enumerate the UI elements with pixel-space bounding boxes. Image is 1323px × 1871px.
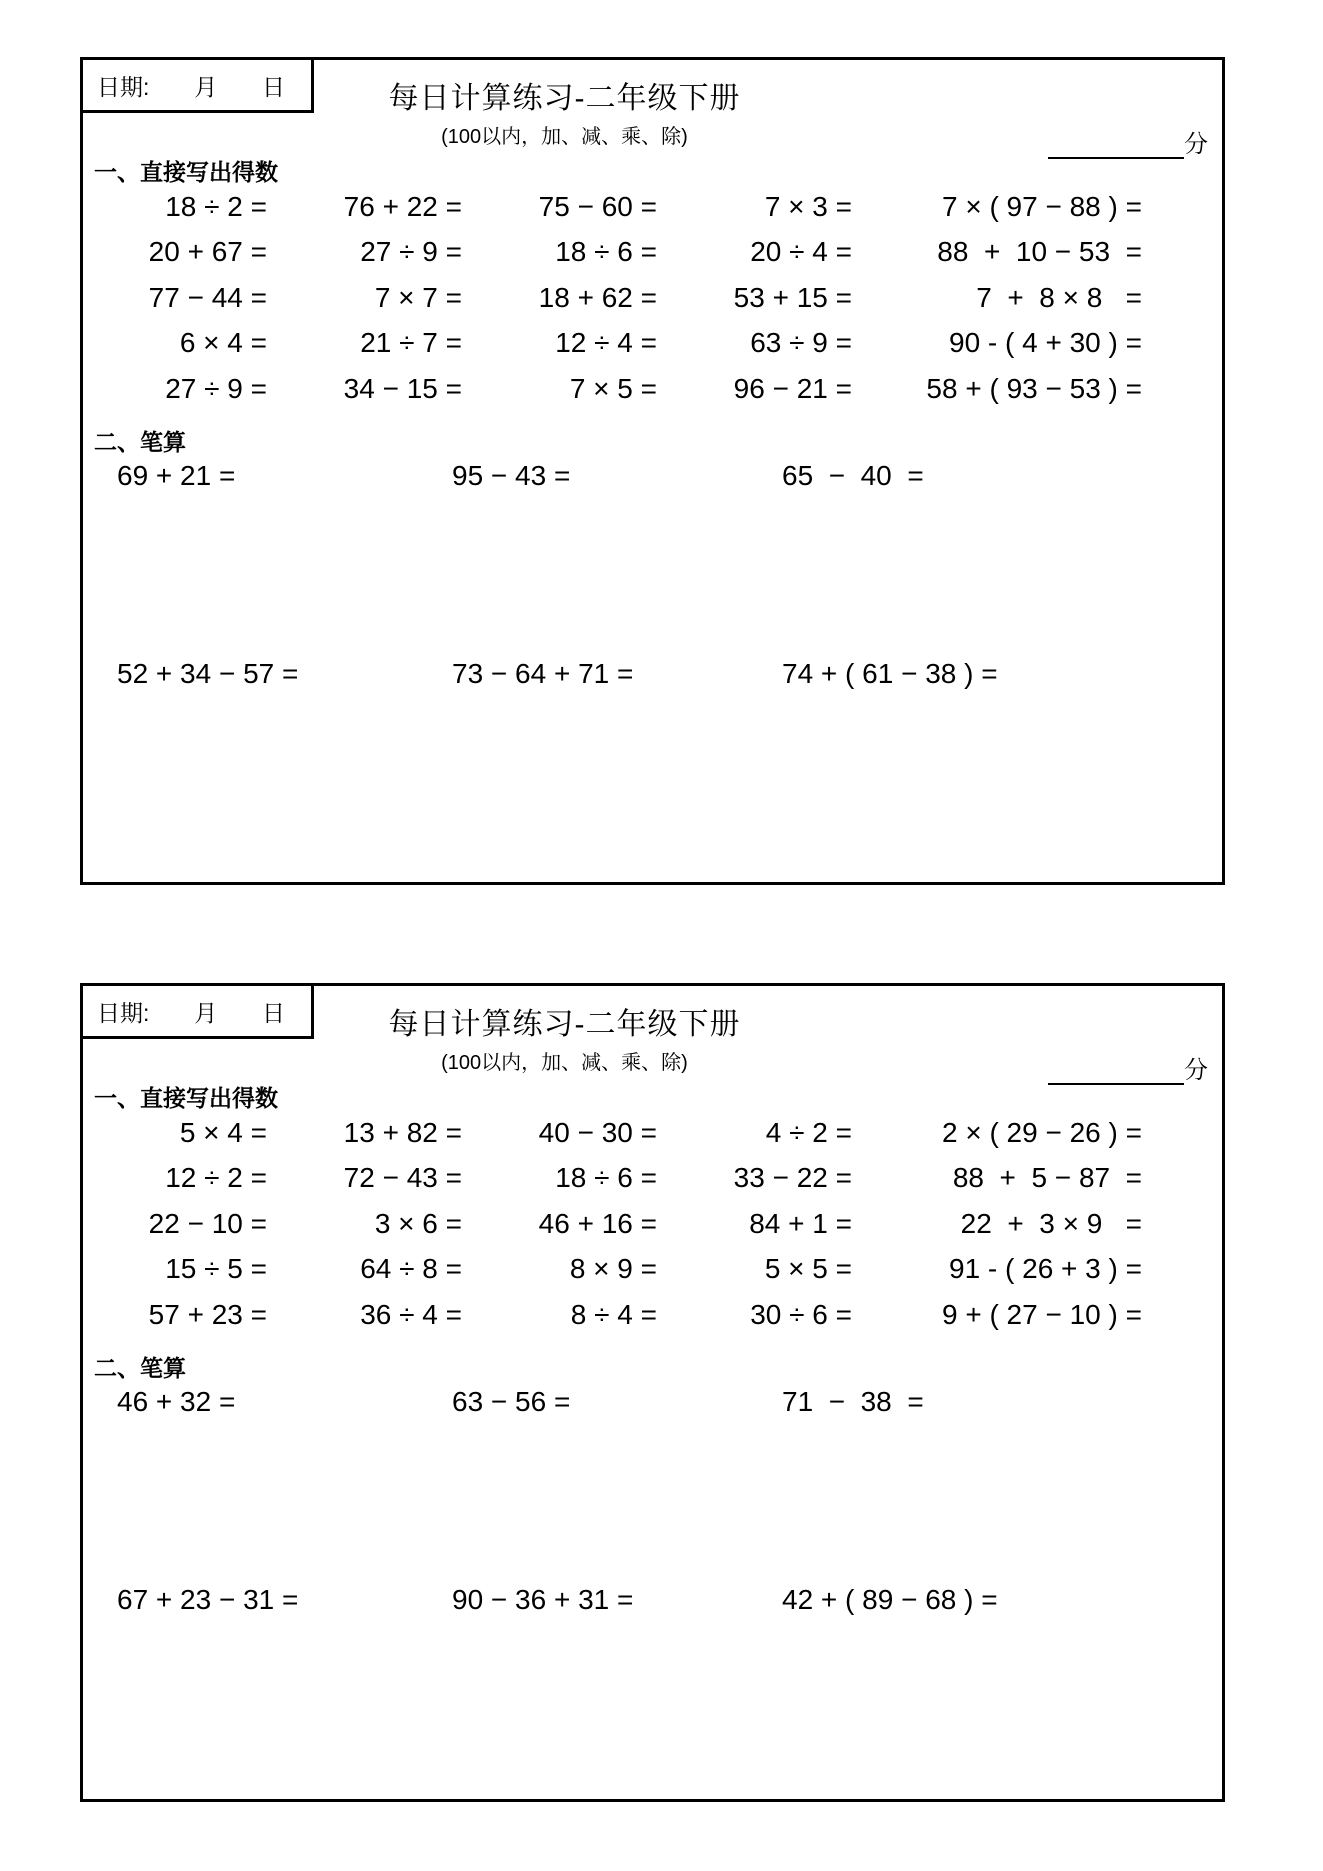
oral-problem: 7 × 5 =: [569, 372, 657, 404]
oral-problem: 18 ÷ 2 =: [165, 190, 267, 222]
oral-problem: 7 × 7 =: [374, 281, 462, 313]
written-problem: 69 + 21 =: [117, 460, 236, 491]
oral-problem: 58 + ( 93 − 53 ) =: [926, 372, 1142, 404]
date-label: 日期:: [97, 999, 150, 1026]
oral-problem: 76 + 22 =: [343, 190, 462, 222]
oral-problem: 64 ÷ 8 =: [360, 1253, 462, 1285]
oral-problem: 75 − 60 =: [538, 190, 657, 222]
oral-problem: 63 ÷ 9 =: [750, 327, 852, 359]
oral-problem: 18 ÷ 6 =: [555, 1162, 657, 1194]
written-problem: 74 + ( 61 − 38 ) =: [782, 658, 998, 689]
written-problem: 65 − 40 =: [782, 460, 924, 491]
worksheet-panel-1: [80, 57, 1225, 885]
oral-problem: 30 ÷ 6 =: [750, 1298, 852, 1330]
oral-problem: 15 ÷ 5 =: [165, 1253, 267, 1285]
written-problems-row: [117, 460, 1187, 492]
oral-problem: 5 × 5 =: [764, 1253, 852, 1285]
oral-problem: 91 - ( 26 + 3 ) =: [949, 1253, 1142, 1285]
oral-problem: 6 × 4 =: [179, 327, 267, 359]
written-problem: 52 + 34 − 57 =: [117, 658, 299, 689]
oral-problem: 57 + 23 =: [148, 1298, 267, 1330]
oral-problem: 53 + 15 =: [733, 281, 852, 313]
day-label: 日: [261, 73, 285, 100]
score-blank-line: [1048, 131, 1184, 159]
oral-problem: 20 ÷ 4 =: [750, 236, 852, 268]
worksheet-subtitle: (100以内，加、减、乘、除): [441, 126, 688, 148]
oral-problem: 8 ÷ 4 =: [570, 1298, 657, 1330]
worksheet-panel-2: [80, 983, 1225, 1802]
month-label: 月: [194, 999, 218, 1026]
score-unit-label: 分: [1184, 1057, 1208, 1084]
oral-problem: 27 ÷ 9 =: [165, 372, 267, 404]
month-label: 月: [194, 73, 218, 100]
oral-problem: 40 − 30 =: [538, 1116, 657, 1148]
oral-problem: 8 × 9 =: [569, 1253, 657, 1285]
oral-problem: 3 × 6 =: [374, 1207, 462, 1239]
oral-problem: 18 ÷ 6 =: [555, 236, 657, 268]
oral-problem: 77 − 44 =: [148, 281, 267, 313]
oral-problem: 2 × ( 29 − 26 ) =: [941, 1116, 1142, 1148]
written-problem: 73 − 64 + 71 =: [452, 658, 634, 689]
oral-problem: 18 + 62 =: [538, 281, 657, 313]
oral-problem: 90 - ( 4 + 30 ) =: [949, 327, 1142, 359]
oral-problem: 96 − 21 =: [733, 372, 852, 404]
section-written-title: 二、笔算: [94, 1355, 186, 1381]
worksheet-title: 每日计算练习-二年级下册: [388, 82, 741, 115]
oral-problem: 7 × ( 97 − 88 ) =: [941, 190, 1142, 222]
oral-problem: 20 + 67 =: [148, 236, 267, 268]
oral-problem: 5 × 4 =: [179, 1116, 267, 1148]
oral-problem: 84 + 1 =: [749, 1207, 852, 1239]
oral-problems-grid: [117, 184, 1142, 412]
written-problem: 90 − 36 + 31 =: [452, 1584, 634, 1615]
section-oral-title: 一、直接写出得数: [94, 159, 278, 185]
oral-problem: 22 + 3 × 9 =: [960, 1207, 1142, 1239]
worksheet-subtitle: (100以内，加、减、乘、除): [441, 1052, 688, 1074]
written-problem: 95 − 43 =: [452, 460, 571, 491]
oral-problem: 27 ÷ 9 =: [360, 236, 462, 268]
oral-problem: 33 − 22 =: [733, 1162, 852, 1194]
oral-problem: 88 + 10 − 53 =: [937, 236, 1142, 268]
section-oral-title: 一、直接写出得数: [94, 1085, 278, 1111]
oral-problems-grid: [117, 1110, 1142, 1338]
oral-problem: 7 × 3 =: [764, 190, 852, 222]
oral-problem: 7 + 8 × 8 =: [976, 281, 1142, 313]
oral-problem: 88 + 5 − 87 =: [952, 1162, 1142, 1194]
written-problem: 67 + 23 − 31 =: [117, 1584, 299, 1615]
oral-problem: 21 ÷ 7 =: [360, 327, 462, 359]
oral-problem: 36 ÷ 4 =: [360, 1298, 462, 1330]
score-field: [1048, 1050, 1208, 1085]
score-unit-label: 分: [1184, 131, 1208, 158]
date-label: 日期:: [97, 73, 150, 100]
written-problem: 42 + ( 89 − 68 ) =: [782, 1584, 998, 1615]
oral-problem: 12 ÷ 2 =: [165, 1162, 267, 1194]
score-field: [1048, 124, 1208, 159]
day-label: 日: [261, 999, 285, 1026]
score-blank-line: [1048, 1057, 1184, 1085]
written-problem: 71 − 38 =: [782, 1386, 924, 1417]
written-problems-row: [117, 1386, 1187, 1418]
oral-problem: 72 − 43 =: [343, 1162, 462, 1194]
written-problem: 63 − 56 =: [452, 1386, 571, 1417]
section-written-title: 二、笔算: [94, 429, 186, 455]
oral-problem: 34 − 15 =: [343, 372, 462, 404]
oral-problem: 22 − 10 =: [148, 1207, 267, 1239]
worksheet-title: 每日计算练习-二年级下册: [388, 1008, 741, 1041]
oral-problem: 9 + ( 27 − 10 ) =: [941, 1298, 1142, 1330]
written-problem: 46 + 32 =: [117, 1386, 236, 1417]
oral-problem: 4 ÷ 2 =: [765, 1116, 852, 1148]
written-problems-row: [117, 658, 1187, 690]
oral-problem: 46 + 16 =: [538, 1207, 657, 1239]
written-problems-row: [117, 1584, 1187, 1616]
oral-problem: 13 + 82 =: [343, 1116, 462, 1148]
oral-problem: 12 ÷ 4 =: [555, 327, 657, 359]
